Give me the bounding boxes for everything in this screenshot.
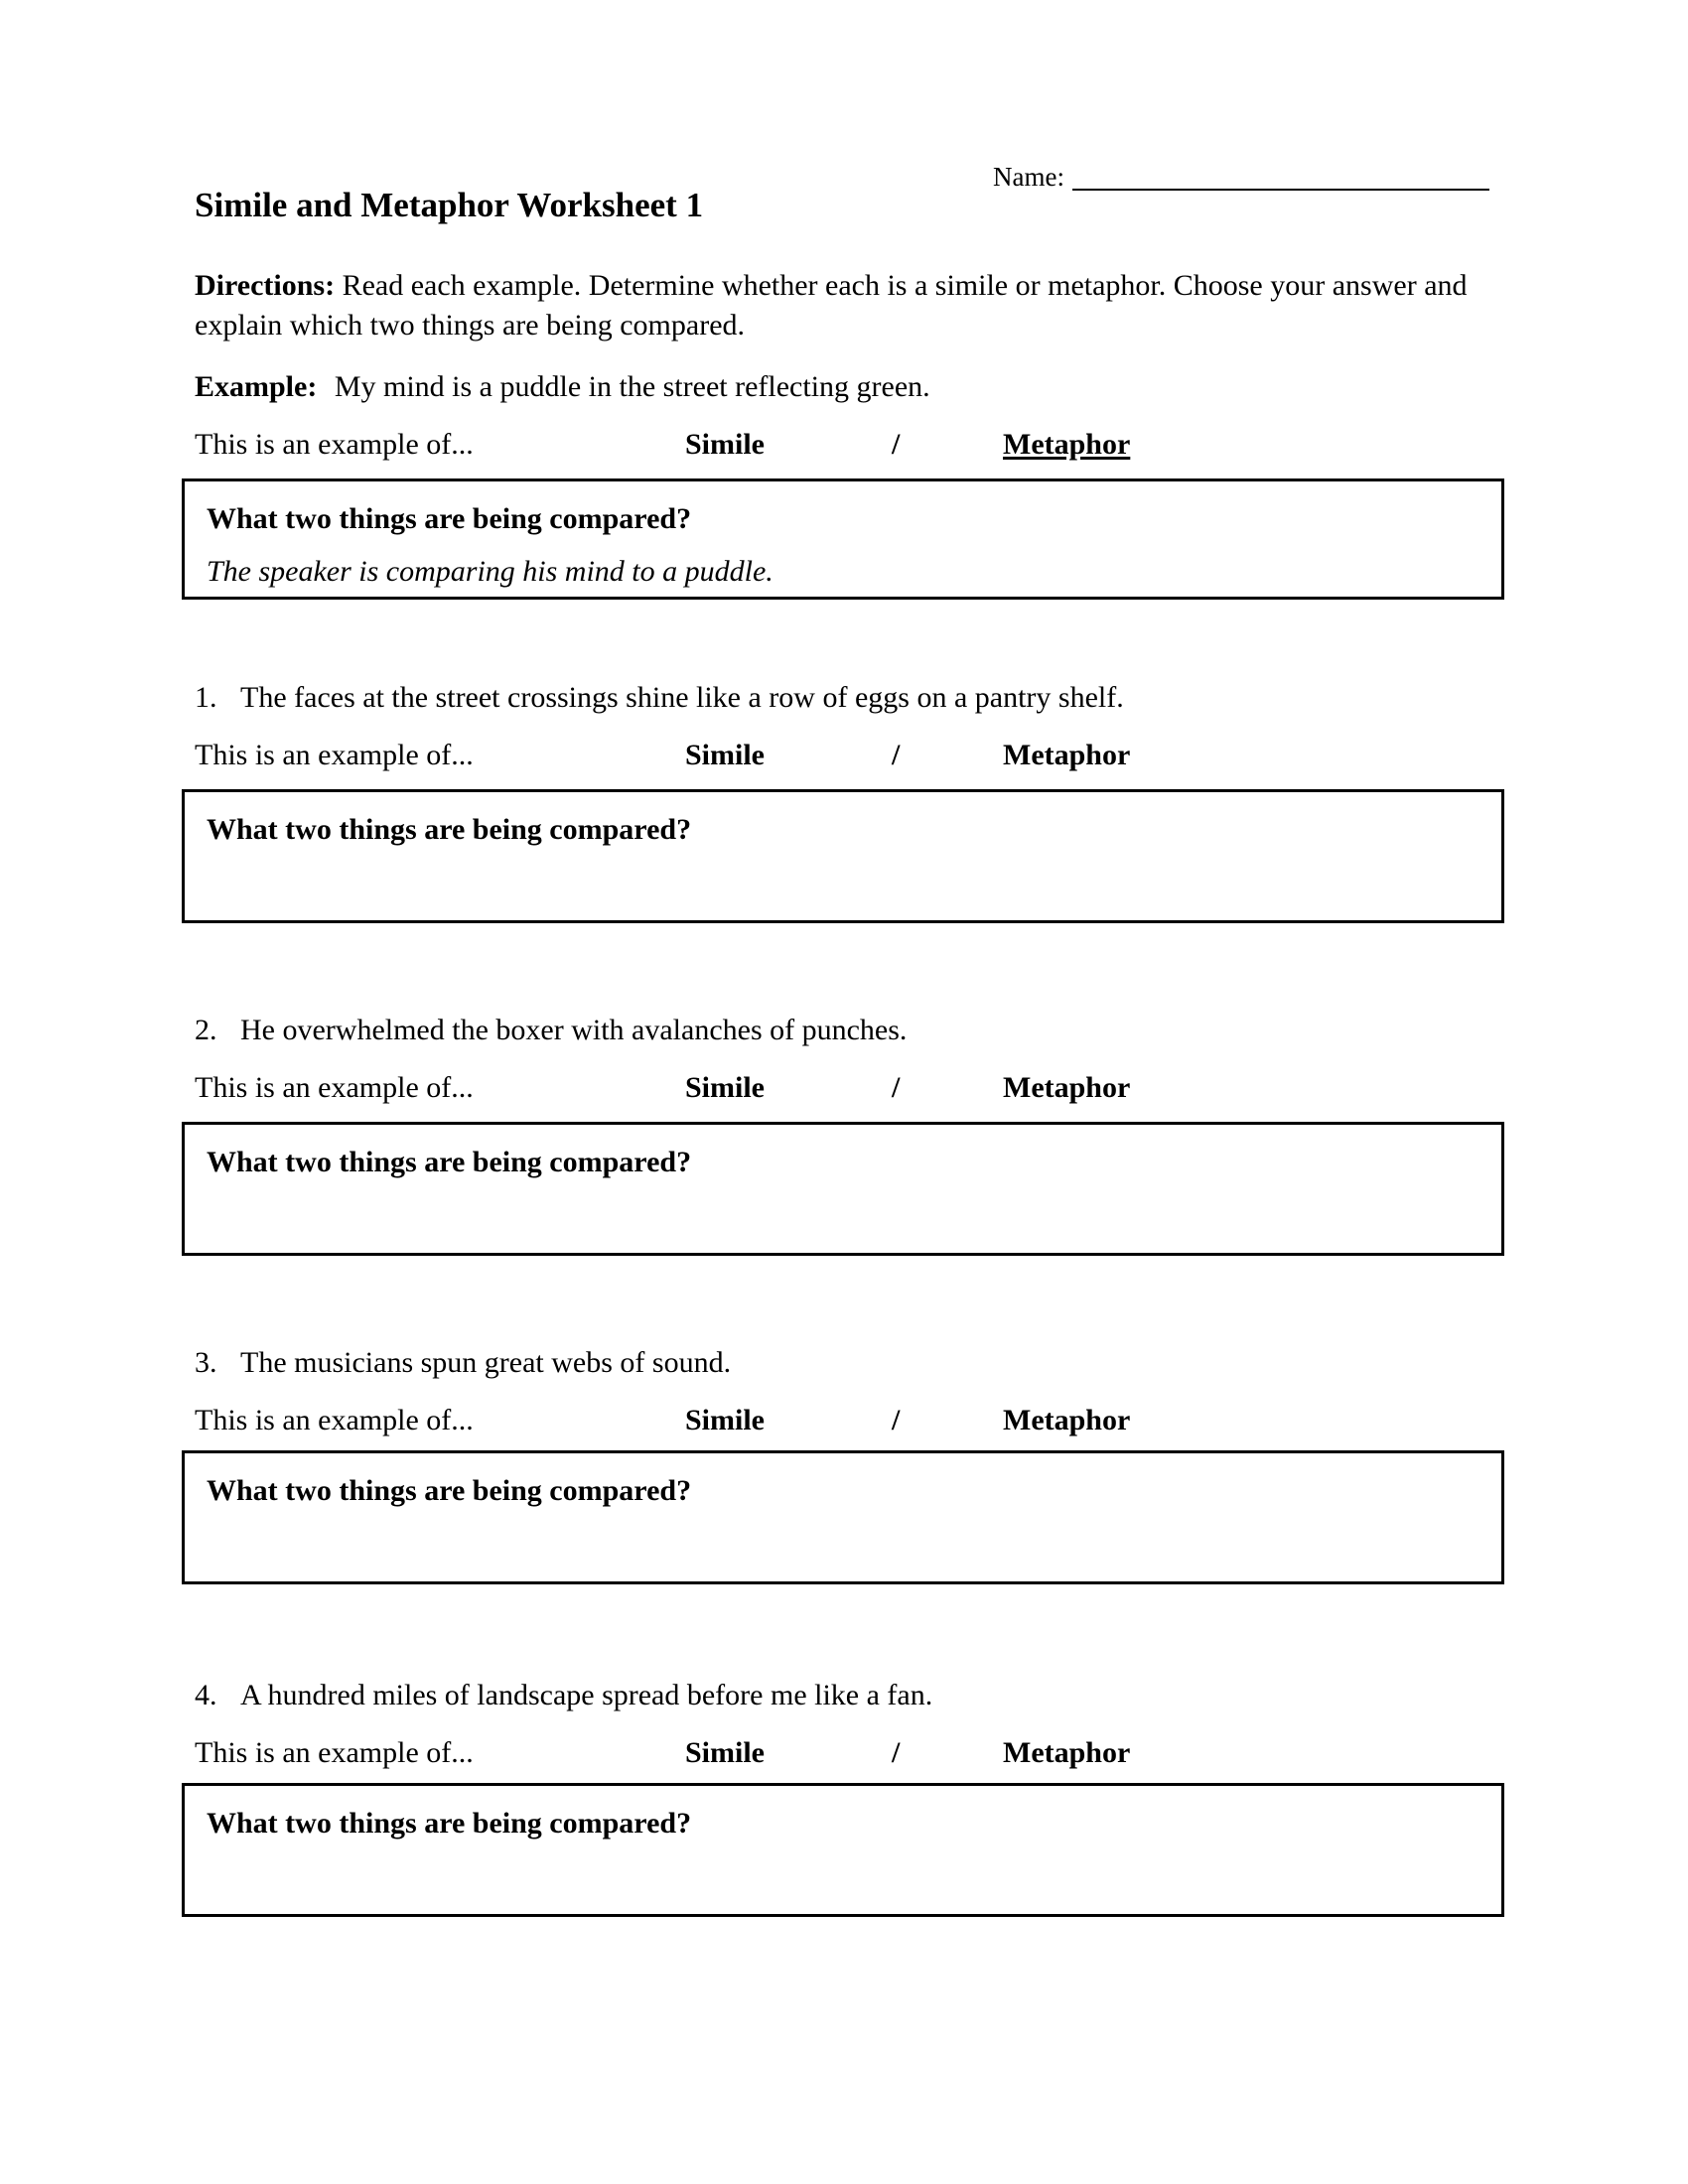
question-prompt <box>195 1676 1585 1714</box>
choice-simile-option[interactable]: Simile <box>685 739 765 771</box>
answer-box-question: What two things are being compared? <box>207 1146 692 1178</box>
name-label: Name: <box>993 162 1064 192</box>
choice-separator-slash: / <box>892 1404 901 1436</box>
question-text: He overwhelmed the boxer with avalanches of punches. <box>240 1014 908 1046</box>
page-header <box>0 0 1688 248</box>
example-choice-row <box>195 425 1505 465</box>
name-field-row <box>993 163 1489 191</box>
choice-simile-option[interactable]: Simile <box>685 1736 765 1769</box>
choice-separator-slash: / <box>892 1736 901 1769</box>
question-choice-row <box>195 736 1505 775</box>
choice-lead-label: This is an example of... <box>195 739 474 771</box>
question-answer-text[interactable] <box>185 1843 1501 1856</box>
answer-box-question: What two things are being compared? <box>207 502 692 535</box>
question-answer-box[interactable] <box>182 789 1504 923</box>
choice-simile-option[interactable]: Simile <box>685 1404 765 1436</box>
choice-separator-slash: / <box>892 1071 901 1104</box>
choice-metaphor-option[interactable]: Metaphor <box>1003 1404 1131 1436</box>
example-answer-text: The speaker is comparing his mind to a puddle. <box>207 555 774 588</box>
question-text: The faces at the street crossings shine like a row of eggs on a pantry shelf. <box>240 681 1124 714</box>
question-prompt <box>195 1343 1585 1382</box>
choice-lead-label: This is an example of... <box>195 1071 474 1104</box>
question-answer-text[interactable] <box>185 849 1501 863</box>
question-number: 3. <box>195 1346 217 1379</box>
choice-lead-label: This is an example of... <box>195 1736 474 1769</box>
directions-label: Directions: <box>195 269 336 302</box>
answer-box-question: What two things are being compared? <box>207 1807 692 1840</box>
example-text: My mind is a puddle in the street reflecting green. <box>327 370 930 403</box>
question-text: A hundred miles of landscape spread before me like a fan. <box>240 1679 933 1711</box>
question-prompt <box>195 678 1585 717</box>
example-answer-box[interactable] <box>182 478 1504 600</box>
choice-metaphor-option[interactable]: Metaphor <box>1003 739 1131 771</box>
choice-simile-option[interactable]: Simile <box>685 1071 765 1104</box>
choice-simile-option[interactable]: Simile <box>685 428 765 461</box>
directions-paragraph <box>195 266 1485 345</box>
name-write-in-line[interactable] <box>1072 163 1489 191</box>
directions-text: Read each example. Determine whether each is a simile or metaphor. Choose your answer and explain which two things are being compared. <box>195 269 1468 341</box>
example-prompt <box>195 367 1585 406</box>
question-answer-box[interactable] <box>182 1122 1504 1256</box>
choice-lead-label: This is an example of... <box>195 1404 474 1436</box>
question-choice-row <box>195 1401 1505 1440</box>
question-answer-box[interactable] <box>182 1783 1504 1917</box>
question-prompt <box>195 1011 1585 1049</box>
answer-box-question: What two things are being compared? <box>207 1474 692 1507</box>
question-choice-row <box>195 1733 1505 1773</box>
question-number: 4. <box>195 1679 217 1711</box>
question-answer-box[interactable] <box>182 1450 1504 1584</box>
question-number: 1. <box>195 681 217 714</box>
choice-separator-slash: / <box>892 739 901 771</box>
example-label: Example: <box>195 370 318 403</box>
question-number: 2. <box>195 1014 217 1046</box>
choice-metaphor-option[interactable]: Metaphor <box>1003 1071 1131 1104</box>
choice-metaphor-option[interactable]: Metaphor <box>1003 1736 1131 1769</box>
question-answer-text[interactable] <box>185 1181 1501 1195</box>
choice-separator-slash: / <box>892 428 901 461</box>
choice-metaphor-option[interactable]: Metaphor <box>1003 428 1131 461</box>
question-text: The musicians spun great webs of sound. <box>240 1346 732 1379</box>
question-answer-text[interactable] <box>185 1510 1501 1524</box>
page-title: Simile and Metaphor Worksheet 1 <box>195 186 704 224</box>
choice-lead-label: This is an example of... <box>195 428 474 461</box>
answer-box-question: What two things are being compared? <box>207 813 692 846</box>
question-choice-row <box>195 1068 1505 1108</box>
